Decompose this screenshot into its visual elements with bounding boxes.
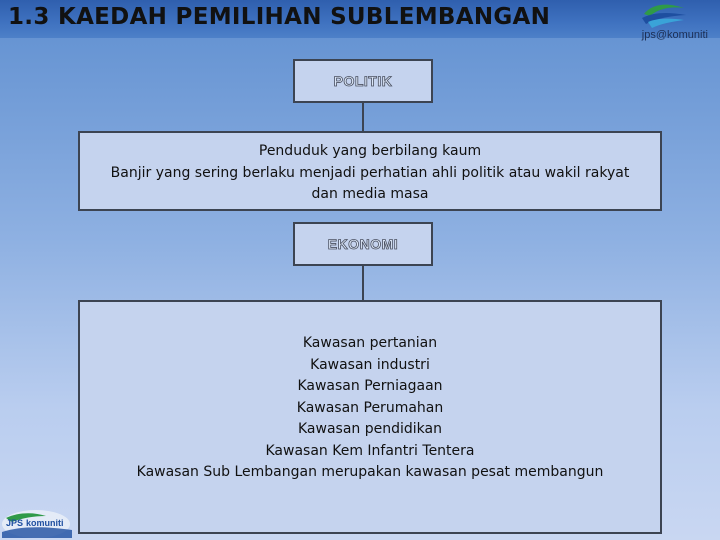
politik-label-box bbox=[293, 59, 433, 103]
page-title: 1.3 KAEDAH PEMILIHAN SUBLEMBANGAN bbox=[8, 4, 551, 30]
politik-label: POLITIK bbox=[333, 73, 393, 89]
jps-logo-icon bbox=[640, 0, 688, 30]
connector-line bbox=[362, 103, 364, 132]
brand-label: jps@komuniti bbox=[641, 29, 708, 41]
connector-line bbox=[362, 266, 364, 301]
ekonomi-content-box bbox=[78, 300, 662, 534]
politik-line: Banjir yang sering berlaku menjadi perhatian ahli politik atau wakil rakyat bbox=[110, 164, 630, 181]
politik-lines bbox=[80, 141, 660, 206]
jps-komuniti-logo-icon bbox=[0, 508, 74, 540]
ekonomi-line: Kawasan Kem Infantri Tentera bbox=[265, 442, 475, 459]
ekonomi-line: Kawasan industri bbox=[310, 356, 430, 373]
svg-text:komuniti: komuniti bbox=[26, 518, 64, 528]
ekonomi-line: Kawasan Perumahan bbox=[296, 399, 444, 416]
ekonomi-line: Kawasan Perniagaan bbox=[297, 378, 443, 394]
ekonomi-label: EKONOMI bbox=[327, 236, 399, 252]
ekonomi-line: Kawasan Sub Lembangan merupakan kawasan pesat membangun bbox=[136, 464, 604, 480]
politik-line: Penduduk yang berbilang kaum bbox=[258, 143, 482, 159]
ekonomi-line: Kawasan pertanian bbox=[302, 335, 438, 351]
ekonomi-label-box bbox=[293, 222, 433, 266]
svg-text:JPS: JPS bbox=[6, 518, 24, 528]
politik-content-box bbox=[78, 131, 662, 211]
ekonomi-line: Kawasan pendidikan bbox=[298, 421, 442, 437]
politik-line: dan media masa bbox=[311, 186, 429, 202]
ekonomi-lines bbox=[80, 333, 660, 484]
